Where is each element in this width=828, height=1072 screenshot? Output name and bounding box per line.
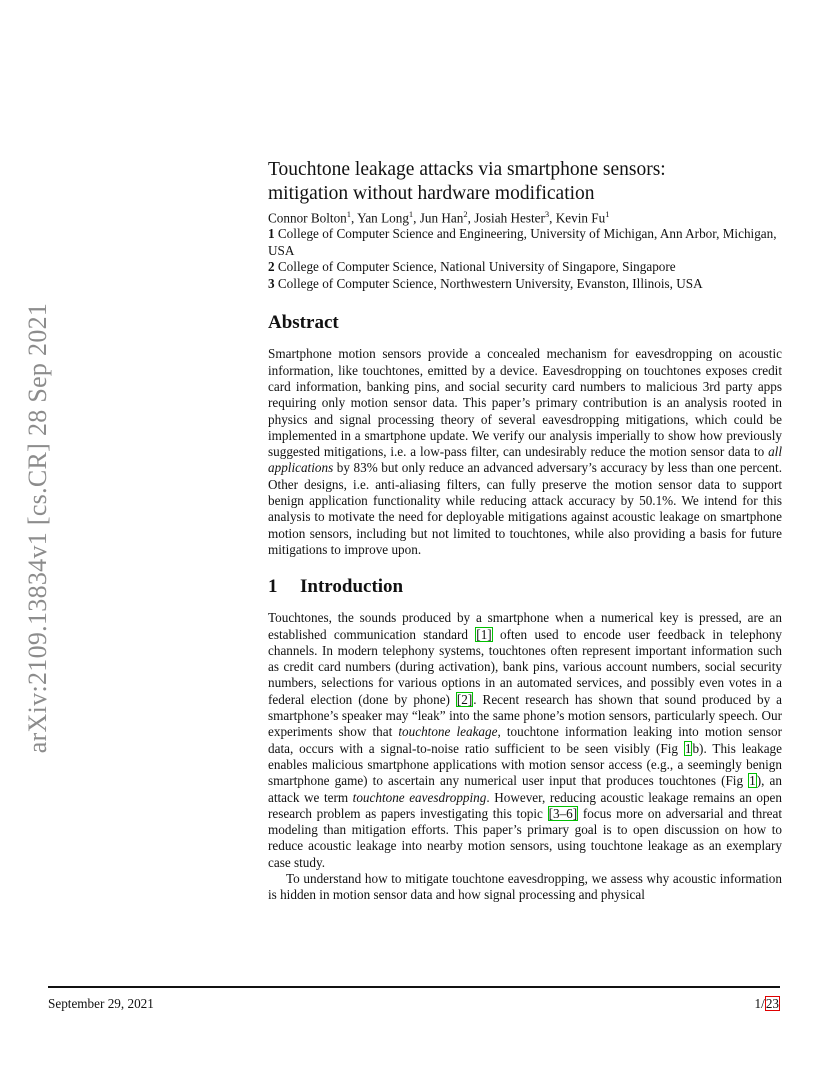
- citation-link[interactable]: [1]: [476, 626, 492, 642]
- author-name: Connor Bolton: [268, 210, 347, 226]
- author-affiliation-mark: 1: [605, 209, 610, 219]
- section-number: 1: [268, 576, 278, 598]
- paper-title: [268, 158, 782, 206]
- paper-body: [268, 158, 782, 904]
- affiliation-1: [268, 226, 782, 259]
- footer-divider: [48, 986, 780, 988]
- intro-emphasis: touchtone leakage: [398, 724, 498, 740]
- intro-text: . However, reducing acoustic leakage remains an open research problem as papers investigating this topic: [268, 789, 782, 821]
- section-title: Introduction: [300, 576, 404, 598]
- citation-link[interactable]: [3–6]: [548, 805, 578, 821]
- affiliation-text: College of Computer Science, Northwestern University, Evanston, Illinois, USA: [277, 275, 703, 291]
- abstract-heading: Abstract: [268, 312, 339, 334]
- citation-link[interactable]: [2]: [456, 691, 473, 707]
- figure-reference-link[interactable]: 1: [749, 773, 756, 789]
- author-affiliation-mark: 2: [463, 209, 468, 219]
- intro-text: focus more on adversarial and threat modeling than mitigation efforts. This paper’s primary goal is to open discussion on how to reduce acoustic leakage into nearby motion sensors, using touchtone leakage as an exemplary case study.: [268, 805, 782, 870]
- intro-text: b). This leakage enables malicious smartphone applications with motion sensor access (e.g., a seemingly benign smartphone game) to ascertain any numerical user input that produces touchtones (Fig: [268, 740, 782, 789]
- intro-emphasis: touchtone eavesdropping: [352, 789, 487, 805]
- affiliation-number: 3: [268, 275, 275, 291]
- author-affiliation-mark: 1: [408, 209, 414, 219]
- affiliation-number: 2: [268, 259, 275, 275]
- figure-reference-link[interactable]: 1: [684, 740, 692, 756]
- intro-text: , touchtone information leaking into motion sensor data, occurs with a signal-to-noise ratio sufficient to be seen visibly (Fig: [268, 724, 782, 756]
- affiliation-3: [268, 276, 782, 293]
- title-line-1: Touchtone leakage attacks via smartphone sensors:: [268, 159, 666, 180]
- intro-text: often used to encode user feedback in telephony channels. In modern telephony systems, touchtones often represent important information such as credit card numbers (during activation), bank pins, various account numbers, social security numbers, selections for various options in an automated services, and possibly even votes in a federal election (done by phone): [268, 626, 782, 707]
- intro-text: Touchtones, the sounds produced by a smartphone when a numerical key is pressed, are an established communication standard: [268, 610, 782, 642]
- intro-paragraph-2: To understand how to mitigate touchtone eavesdropping, we assess why acoustic information is hidden in motion sensor data and how signal processing and physical: [268, 871, 782, 903]
- affiliation-2: [268, 259, 782, 276]
- introduction-heading: [268, 576, 782, 598]
- abstract-text-part-1: Smartphone motion sensors provide a concealed mechanism for eavesdropping on acoustic information, like touchtones, emitted by a device. Eavesdropping on touchtones exposes credit card information, banking pins, and social security card numbers to malicious 3rd party apps requiring only motion sensor data. This paper’s primary contribution is an analysis rooted in physics and signal processing theory of several eavesdropping mitigations, which could be implemented in a smartphone update. We verify our analysis imperially to show how previously suggested mitigations, i.e. a low-pass filter, can undesirably reduce the motion sensor data to: [268, 346, 782, 460]
- author-list: Connor Bolton$^1$, Yan Long$^1$, Jun Han$^2$, Josiah Hester$^3$, Kevin Fu$^1$: [268, 209, 610, 226]
- author-name: Yan Long: [357, 210, 409, 226]
- total-pages-link[interactable]: 23: [765, 996, 779, 1011]
- title-line-2: mitigation without hardware modification: [268, 183, 595, 204]
- affiliation-text: College of Computer Science and Engineering, University of Michigan, Ann Arbor, Michigan, USA: [268, 226, 777, 258]
- abstract-paragraph: [268, 346, 782, 558]
- author-affiliation-mark: 1: [346, 209, 352, 219]
- abstract-emphasis: all applications: [268, 444, 782, 476]
- page-number: [755, 996, 780, 1012]
- author-name: Jun Han: [419, 210, 464, 226]
- author-affiliation-mark: 3: [544, 209, 550, 219]
- affiliation-number: 1: [268, 226, 275, 242]
- affiliation-text: College of Computer Science, National University of Singapore, Singapore: [277, 259, 676, 275]
- intro-paragraph-1: [268, 610, 782, 871]
- author-name: Kevin Fu: [555, 210, 606, 226]
- page-current: 1/: [754, 996, 765, 1011]
- abstract-text-part-2: by 83% but only reduce an advanced adversary’s accuracy by less than one percent. Other designs, i.e. anti-aliasing filters, can fully preserve the motion sensor data to support benign application functionality while reducing attack accuracy by 50.1%. We intend for this analysis to motivate the need for deployable mitigations against acoustic leakage on smartphone motion sensors, including but not limited to touchtones, while also providing a basis for future mitigations to improve upon.: [268, 460, 782, 557]
- arxiv-identifier-stamp: arXiv:2109.13834v1 [cs.CR] 28 Sep 2021: [23, 302, 52, 754]
- footer-date: September 29, 2021: [48, 996, 154, 1011]
- intro-text: ), an attack we term: [268, 773, 783, 805]
- author-name: Josiah Hester: [474, 210, 545, 226]
- intro-text: . Recent research has shown that sound produced by a smartphone’s speaker may “leak” into the same phone’s motion sensors, particularly speech. Our experiments show that: [268, 691, 782, 740]
